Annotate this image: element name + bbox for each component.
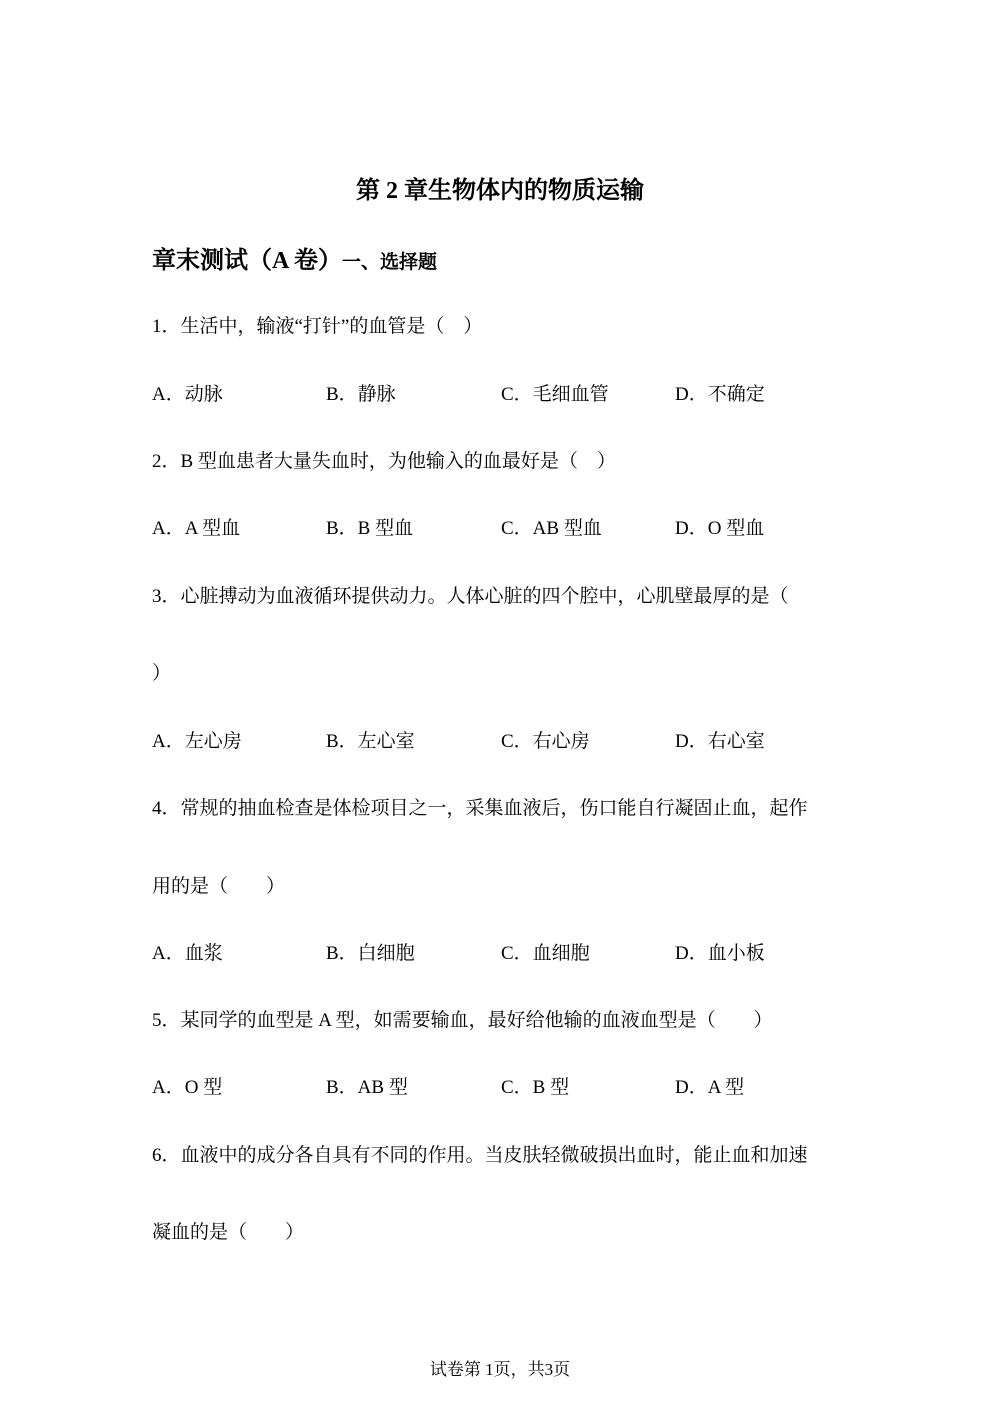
question-2-option-b: B．B 型血 [326, 518, 414, 539]
question-5-option-a: A．O 型 [152, 1077, 223, 1098]
section-heading [152, 240, 437, 275]
question-1-option-a: A．动脉 [152, 384, 223, 405]
question-6-text-line-1: 6．血液中的成分各自具有不同的作用。当皮肤轻微破损出血时，能止血和加速 [152, 1145, 808, 1166]
question-3-option-c: C．右心房 [501, 731, 590, 752]
question-2-option-a: A．A 型血 [152, 518, 241, 539]
question-2-option-c: C．AB 型血 [501, 518, 602, 539]
question-6-text-line-2: 凝血的是（ ） [152, 1222, 305, 1243]
question-3-option-b: B．左心室 [326, 731, 415, 752]
question-3-text-line-1: 3．心脏搏动为血液循环提供动力。人体心脏的四个腔中，心肌壁最厚的是（ [152, 586, 789, 607]
question-1-text: 1．生活中，输液“打针”的血管是（ ） [152, 316, 483, 337]
question-4-text-line-1: 4．常规的抽血检查是体检项目之一，采集血液后，伤口能自行凝固止血，起作 [152, 798, 808, 819]
question-5-option-c: C．B 型 [501, 1077, 570, 1098]
question-1-option-d: D．不确定 [675, 384, 765, 405]
page-footer: 试卷第 1页，共3页 [429, 1360, 571, 1379]
question-4-option-b: B．白细胞 [326, 943, 415, 964]
question-2-option-d: D．O 型血 [675, 518, 765, 539]
question-5-option-b: B．AB 型 [326, 1077, 408, 1098]
document-title: 第 2 章生物体内的物质运输 [356, 178, 644, 204]
question-3-option-d: D．右心室 [675, 731, 765, 752]
question-1-option-c: C．毛细血管 [501, 384, 609, 405]
test-name: 章末测试（A 卷） [152, 248, 343, 274]
question-3-text-line-2: ） [152, 663, 172, 684]
section-label: 一、选择题 [342, 252, 438, 273]
question-1-option-b: B．静脉 [326, 384, 396, 405]
question-5-text: 5．某同学的血型是 A 型，如需要输血，最好给他输的血液血型是（ ） [152, 1010, 773, 1031]
question-2-text: 2．B 型血患者大量失血时，为他输入的血最好是（ ） [152, 451, 616, 472]
question-4-text-line-2: 用的是（ ） [152, 876, 286, 897]
question-4-option-c: C．血细胞 [501, 943, 590, 964]
question-4-option-d: D．血小板 [675, 943, 765, 964]
question-5-option-d: D．A 型 [675, 1077, 745, 1098]
question-3-option-a: A．左心房 [152, 731, 242, 752]
question-4-option-a: A．血浆 [152, 943, 223, 964]
